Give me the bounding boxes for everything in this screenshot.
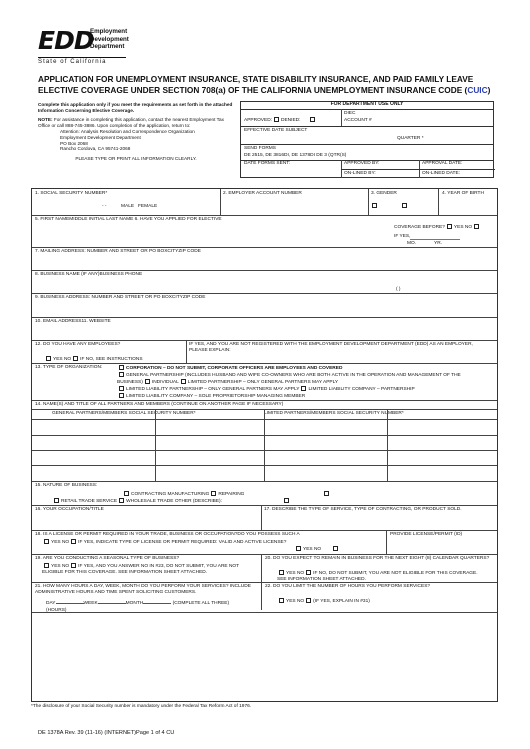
last-name-label: LAST NAME xyxy=(106,217,134,222)
approved-label: APPROVED: xyxy=(244,118,272,123)
cuic-label: CUIC xyxy=(467,85,488,95)
address-line-4: Rancho Cordova, CA 95741-2068 xyxy=(60,146,131,152)
logo-line-3: Department xyxy=(90,43,125,51)
q13-llc xyxy=(117,393,305,400)
q21-day: DAY xyxy=(46,601,56,606)
denied-checkbox[interactable] xyxy=(310,117,315,122)
llc-sole-label: LIMITED LIABILITY COMPANY – SOLE PROPRIETORSHIP MANAGING MEMBER xyxy=(126,394,306,399)
approved-checkbox[interactable] xyxy=(274,117,279,122)
form-title xyxy=(38,74,498,96)
q18-options xyxy=(42,539,286,546)
logo-state: State of California xyxy=(38,57,126,66)
q21-label: 21. HOW MANY HOURS A DAY, WEEK, MONTH DO YOU PERFORM YOUR SERVICES? INCLUDE ADMINISTRATIVE HOURS AND TIME SPENT SOLICITING CUSTOMERS. xyxy=(35,584,251,595)
title-line-1: APPLICATION FOR UNEMPLOYMENT INSURANCE, STATE DISABILITY INSURANCE, AND PAID FAMILY LEAVE xyxy=(38,74,474,84)
first-name-label: 5. FIRST NAME xyxy=(35,217,70,222)
q6-label: 6. HAVE YOU APPLIED FOR ELECTIVE xyxy=(134,217,222,222)
q13-llp xyxy=(117,386,415,393)
q21-month: MONTH xyxy=(125,601,144,606)
q14-col2: LIMITED PARTNERS/MEMBERS SOCIAL SECURITY NUMBER* xyxy=(264,411,404,416)
q19-no-label: NO xyxy=(61,564,70,569)
ssn-footnote: *The disclosure of your Social Security number is mandatory under the Federal Tax Reform Act of 1976. xyxy=(31,704,252,709)
q22-text: (IF YES, EXPLAIN IN #31) xyxy=(313,599,370,604)
online-date-label: ON-LINED DATE: xyxy=(422,171,461,176)
department-use-box xyxy=(240,101,494,178)
dept-header: FOR DEPARTMENT USE ONLY xyxy=(330,101,404,107)
llp-checkbox[interactable] xyxy=(119,386,124,391)
q18-valid-no-checkbox[interactable] xyxy=(333,546,338,551)
q13-corp xyxy=(117,365,342,372)
logo-line-2: Development xyxy=(90,35,129,43)
note-text: For assistance in completing this application, contact the nearest Employment Tax Office or call 888-745-3886. Upon completion of the application, return to: xyxy=(38,117,224,128)
return-address xyxy=(38,129,234,151)
q18-possess: DO YOU POSSESS SUCH A xyxy=(237,532,300,537)
corp-checkbox[interactable] xyxy=(119,365,124,370)
mailing-city-label: CITY xyxy=(167,249,179,254)
q22-label: 22. DO YOU LIMIT THE NUMBER OF HOURS YOU PERFORM SERVICES? xyxy=(265,584,431,589)
q20-label: 20. DO YOU EXPECT TO REMAIN IN BUSINESS FOR THE NEXT EIGHT (8) CALENDAR QUARTERS? xyxy=(265,556,490,561)
q12-yes-checkbox[interactable] xyxy=(46,356,51,361)
q20-yes-checkbox[interactable] xyxy=(279,570,284,575)
denied-label: DENIED: xyxy=(281,118,301,123)
q12-ifno-label: IF NO, SEE INSTRUCTIONS xyxy=(80,357,143,362)
q12-no-label: NO xyxy=(63,357,72,362)
male-label: MALE xyxy=(121,204,135,209)
middle-initial-label: MIDDLE INITIAL xyxy=(69,217,105,222)
q6-month: MO. xyxy=(407,241,417,246)
q22-no-label: NO xyxy=(296,599,305,604)
business-zip-label: ZIP CODE xyxy=(182,295,206,300)
q14-col1: GENERAL PARTNERS/MEMBERS SOCIAL SECURITY NUMBER* xyxy=(52,411,196,416)
retail-checkbox[interactable] xyxy=(54,498,59,503)
q6-yes-checkbox[interactable] xyxy=(447,224,452,229)
intro-note xyxy=(38,117,234,128)
q15-label: 15. NATURE OF BUSINESS: xyxy=(35,483,98,488)
q6-year: YR. xyxy=(434,241,442,246)
q9-label xyxy=(35,295,205,301)
male-checkbox[interactable] xyxy=(372,203,377,208)
phone-area-code[interactable]: ( ) xyxy=(396,287,401,292)
send-forms-list: DE 2515, DE 3816DI, DE 1378DI DE 3 (QTR(S) xyxy=(244,153,347,158)
individual-label: INDIVIDUAL xyxy=(151,379,179,385)
intro-block xyxy=(38,102,234,161)
diec-label: DIEC xyxy=(344,111,356,116)
q21-fields xyxy=(46,601,229,607)
coverage-before-label: COVERAGE BEFORE? xyxy=(394,225,445,230)
cu-code: CU xyxy=(166,730,175,736)
mailing-address-label: 7. MAILING ADDRESS: NUMBER AND STREET OR PO BOX xyxy=(35,249,168,254)
contracting-label: CONTRACTING xyxy=(131,492,167,497)
lp-checkbox[interactable] xyxy=(181,379,186,384)
q4-label: 4. YEAR OF BIRTH xyxy=(442,191,484,196)
note-label: NOTE: xyxy=(38,117,53,123)
q15-row1 xyxy=(122,491,331,498)
email-label: 10. EMAIL ADDRESS xyxy=(35,319,82,324)
form-number: DE 1378A Rev. 39 (11-16) (INTERNET) xyxy=(38,730,137,736)
effective-date-label: EFFECTIVE DATE SUBJECT xyxy=(244,128,308,133)
female-label: FEMALE xyxy=(138,204,158,209)
q20-no-label: NO xyxy=(296,571,305,576)
mailing-zip-label: ZIP CODE xyxy=(178,249,201,254)
q13-gp xyxy=(117,372,487,385)
q17-label: 17. DESCRIBE THE TYPE OF SERVICE, TYPE OF CONTRACTING, OR PRODUCT SOLD. xyxy=(264,507,462,512)
q19-yes-checkbox[interactable] xyxy=(44,563,49,568)
q20-text: IF NO, DO NOT SUBMIT, YOU ARE NOT ELIGIBLE FOR THIS COVERAGE. SEE INFORMATION SHEET ATTACHED. xyxy=(277,571,478,582)
male-checkbox-wrap xyxy=(370,203,379,210)
q18-no-checkbox[interactable] xyxy=(71,539,76,544)
q18-valid-yes: YES xyxy=(303,547,313,552)
repairing-label: REPAIRING xyxy=(218,492,245,497)
q12-yes-label: YES xyxy=(53,357,63,362)
q20-yes-label: YES xyxy=(286,571,296,576)
q16-label: 16. YOUR OCCUPATION/TITLE xyxy=(35,507,104,512)
q18-question: 18. IS A LICENSE OR PERMIT REQUIRED IN YOUR TRADE, BUSINESS OR OCCUPATION? xyxy=(35,532,238,537)
q22-yes-label: YES xyxy=(286,599,296,604)
manufacturing-checkbox[interactable] xyxy=(211,491,216,496)
page-number: Page 1 of 4 xyxy=(136,730,165,736)
q8-label xyxy=(35,272,142,278)
q19-yes-label: YES xyxy=(51,564,61,569)
female-checkbox[interactable] xyxy=(402,203,407,208)
intro-complete: Complete this application only if you meet the requirements as set forth in the attached Information Concerning Elective Coverage. xyxy=(38,102,233,113)
q18-valid-options xyxy=(294,546,340,553)
corp-label: CORPORATION – DO NOT SUBMIT, CORPORATE OFFICERS ARE EMPLOYEES AND COVERED xyxy=(126,366,343,371)
business-address-label: 9. BUSINESS ADDRESS: NUMBER AND STREET OR PO BOX xyxy=(35,295,172,300)
title-line-2-text: ELECTIVE COVERAGE UNDER SECTION 708(a) OF THE CALIFORNIA UNEMPLOYMENT INSURANCE CODE ( xyxy=(38,85,468,95)
q18-yes-checkbox[interactable] xyxy=(44,539,49,544)
q6-yes-label: YES xyxy=(453,225,464,230)
send-forms-label: SEND FORMS xyxy=(244,146,276,151)
other-checkbox[interactable] xyxy=(284,498,289,503)
contracting-checkbox[interactable] xyxy=(124,491,129,496)
manufacturing-label: MANUFACTURING xyxy=(167,492,210,497)
date-sent-label: DATE FORMS SENT: xyxy=(244,161,291,166)
q19-label: 19. ARE YOU CONDUCTING A SEASONAL TYPE OF BUSINESS? xyxy=(35,556,180,561)
q20-no-checkbox[interactable] xyxy=(306,570,311,575)
title-close: ) xyxy=(487,85,491,95)
llc-partnership-label: LIMITED LIABILITY COMPANY – PARTNERSHIP xyxy=(308,387,415,392)
llc-partnership-checkbox[interactable] xyxy=(301,386,306,391)
llp-label: LIMITED LIABILITY PARTNERSHIP – ONLY GENERAL PARTNERS MAY APPLY xyxy=(126,387,300,392)
q21-week: WEEK xyxy=(83,601,98,606)
logo-text xyxy=(90,28,129,51)
q19-options xyxy=(42,563,257,575)
service-label: SERVICE xyxy=(96,499,118,504)
q19-no-checkbox[interactable] xyxy=(71,563,76,568)
q21-complete: (COMPLETE ALL THREE) xyxy=(172,601,230,606)
address-line-3: PO Box 2068 xyxy=(60,140,88,146)
q18-yes-label: YES xyxy=(51,540,61,545)
edd-logo xyxy=(38,26,128,64)
business-name-label: 8. BUSINESS NAME (IF ANY) xyxy=(35,272,100,277)
q15-row2 xyxy=(52,498,291,505)
q22-options xyxy=(277,598,370,605)
individual-checkbox[interactable] xyxy=(145,379,150,384)
website-label: 11. WEBSITE xyxy=(81,319,111,324)
q12-explain: IF YES, AND YOU ARE NOT REGISTERED WITH THE EMPLOYMENT DEVELOPMENT DEPARTMENT (EDD) AS AN EMPLOYER, PLEASE EXPLAIN: xyxy=(189,342,473,353)
title-line-2 xyxy=(38,85,498,96)
q12-no-checkbox[interactable] xyxy=(73,356,78,361)
business-city-label: CITY xyxy=(171,295,183,300)
q18-valid-yes-checkbox[interactable] xyxy=(296,546,301,551)
q12-label: 12. DO YOU HAVE ANY EMPLOYEES? xyxy=(35,342,121,347)
q2-label: 2. EMPLOYER ACCOUNT NUMBER xyxy=(223,191,302,196)
approved-field xyxy=(244,117,317,124)
wholesale-label: WHOLESALE TRADE xyxy=(126,499,174,504)
q6-no-checkbox[interactable] xyxy=(474,224,479,229)
q18-no-label: NO xyxy=(61,540,70,545)
online-by-label: ON-LINED BY: xyxy=(344,171,376,176)
approval-date-label: APPROVAL DATE: xyxy=(422,161,463,166)
address-line-1: Attention: Analysis Resolution and Correspondence Organization xyxy=(60,129,195,135)
q10-label xyxy=(35,319,111,325)
address-line-2: Employment Development Department xyxy=(60,134,141,140)
repairing-checkbox[interactable] xyxy=(324,491,329,496)
q13-label: 13. TYPE OF ORGANIZATION: xyxy=(35,365,103,370)
q20-options xyxy=(277,570,487,582)
gp-checkbox[interactable] xyxy=(119,372,124,377)
other-label: OTHER (DESCRIBE): xyxy=(174,499,222,504)
q1-label: 1. SOCIAL SECURITY NUMBER* xyxy=(35,191,108,196)
q7-label xyxy=(35,249,201,255)
q6-ifyes: IF YES, xyxy=(394,234,411,239)
q3-label: 3. GENDER xyxy=(371,191,397,196)
retail-label: RETAIL TRADE xyxy=(61,499,95,504)
gp-label: GENERAL PARTNERSHIP (INCLUDES HUSBAND AND WIFE CO-OWNERS WHO ARE BOTH ACTIVE IN THE OPERATION AND MANAGEMENT OF THE BUSINESS) xyxy=(117,373,461,385)
q18-provide: PROVIDE LICENSE/PERMIT (ID) xyxy=(390,532,463,537)
q12-options xyxy=(44,356,143,363)
application-form xyxy=(31,188,498,702)
female-checkbox-wrap xyxy=(400,203,409,210)
llc-sole-checkbox[interactable] xyxy=(119,393,124,398)
form-footer xyxy=(38,730,174,736)
business-phone-label: BUSINESS PHONE xyxy=(99,272,143,277)
ssn-input[interactable]: - - xyxy=(102,204,107,209)
q5-label xyxy=(35,217,222,223)
q21-hours-day: (HOURS) xyxy=(46,608,67,613)
q18-label xyxy=(35,532,300,538)
q22-yes-checkbox[interactable] xyxy=(279,598,284,603)
quarter-label: QUARTER * xyxy=(397,136,424,141)
print-clearly: PLEASE TYPE OR PRINT ALL INFORMATION CLEARLY. xyxy=(75,155,197,161)
q18-valid-no: NO xyxy=(313,547,322,552)
q14-label: 14. NAME(S) AND TITLE OF ALL PARTNERS AND MEMBERS (CONTINUE ON ANOTHER PAGE IF NECESSARY) xyxy=(35,402,284,407)
logo-line-1: Employment xyxy=(90,28,128,35)
service-checkbox[interactable] xyxy=(119,498,124,503)
q6-coverage xyxy=(394,224,481,231)
q22-no-checkbox[interactable] xyxy=(306,598,311,603)
q6-no-label: NO xyxy=(464,225,473,230)
lp-label: LIMITED PARTNERSHIP – ONLY GENERAL PARTNERS MAY APPLY xyxy=(187,379,339,385)
account-label: ACCOUNT # xyxy=(344,118,372,123)
q19-text: IF YES, AND YOU ANSWER NO IN #23, DO NOT SUBMIT, YOU ARE NOT ELIGIBLE FOR THIS COVERAGE. SEE INFORMATION SHEET ATTACHED. xyxy=(42,564,239,575)
logo-mark: EDD xyxy=(38,26,94,55)
approved-by-label: APPROVED BY: xyxy=(344,161,380,166)
q18-ifyes-label: IF YES, INDICATE TYPE OF LICENSE OR PERMIT REQUIRED: VALID AND ACTIVE LICENSE? xyxy=(78,540,287,545)
